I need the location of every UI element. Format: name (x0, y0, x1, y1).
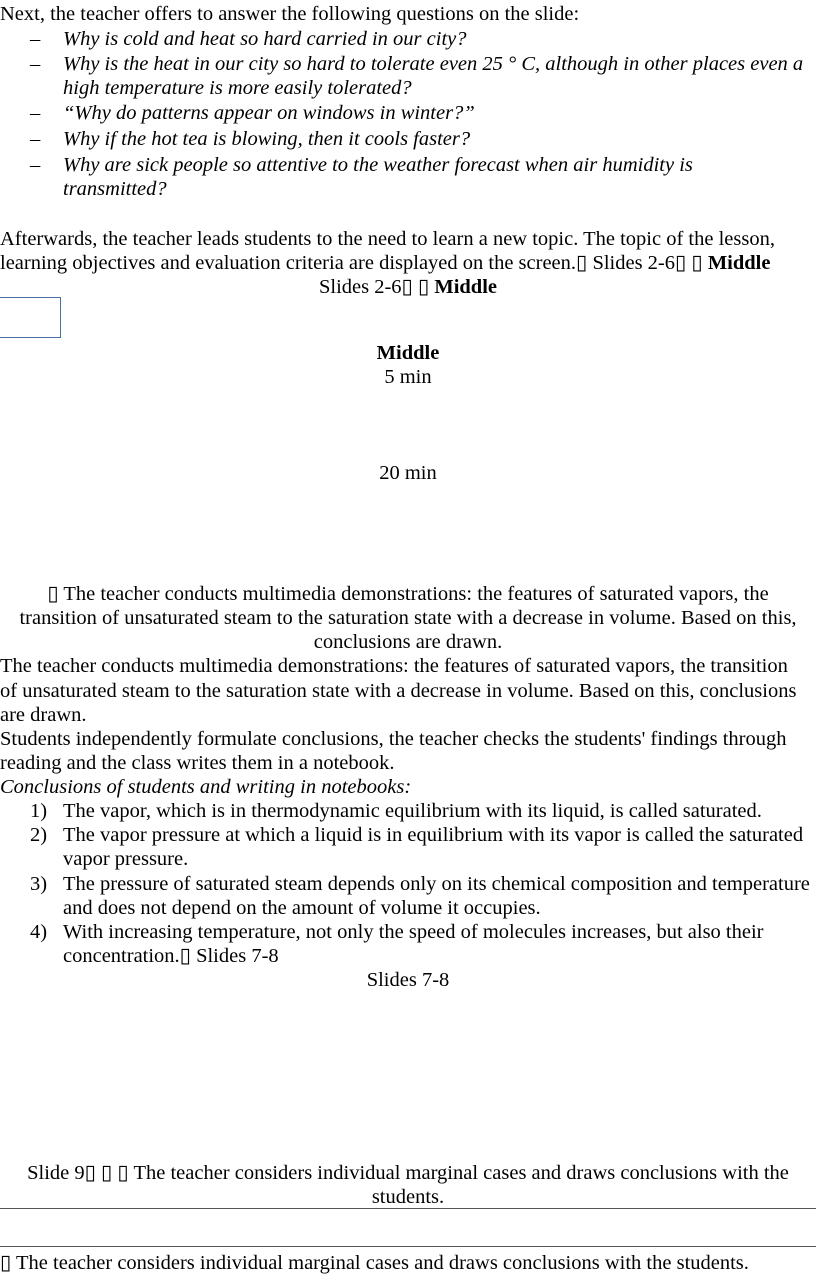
conclusion-4-line-2: concentration.▯ Slides 7-8 (63, 945, 279, 967)
conclusion-4-line-1: With increasing temperature, not only the speed of molecules increases, but also their (63, 921, 764, 943)
conclusion-number: 2) (30, 824, 48, 846)
slides-7-8-label: Slides 7-8 (366, 969, 450, 991)
students-line-1: Students independently formulate conclusions, the teacher checks the students' findings through (0, 728, 787, 750)
question-2-line-1: Why is the heat in our city so hard to tolerate even 25 ° C, although in other places even a (63, 53, 804, 75)
question-5-line-2: transmitted? (63, 178, 167, 200)
stage-time-5-min: 5 min (384, 366, 432, 388)
table-rule (0, 1208, 816, 1209)
question-dash: – (30, 102, 41, 124)
demo-centered-line-3: conclusions are drawn. (313, 631, 503, 653)
final-line: ▯ The teacher considers individual marginal cases and draws conclusions with the students. (0, 1252, 749, 1274)
afterwards-line-2-text: learning objectives and evaluation criteria are displayed on the screen.▯ Slides 2-6▯ ▯ (0, 252, 708, 274)
conclusion-1: The vapor, which is in thermodynamic equilibrium with its liquid, is called saturated. (63, 800, 762, 822)
slides-2-6-text: Slides 2-6▯ ▯ (318, 276, 435, 298)
question-5-line-1: Why are sick people so attentive to the weather forecast when air humidity is (63, 154, 693, 176)
question-dash: – (30, 154, 41, 176)
question-1: Why is cold and heat so hard carried in our city? (63, 28, 467, 50)
afterwards-line-1: Afterwards, the teacher leads students to the need to learn a new topic. The topic of the lesson, (0, 228, 775, 250)
conclusion-number: 4) (30, 921, 48, 943)
intro-text: Next, the teacher offers to answer the following questions on the slide: (0, 3, 580, 25)
conclusions-heading: Conclusions of students and writing in notebooks: (0, 776, 412, 798)
students-line-2: reading and the class writes them in a notebook. (0, 752, 395, 774)
empty-table-cell (0, 297, 61, 338)
question-dash: – (30, 53, 41, 75)
afterwards-middle-label: Middle (707, 252, 771, 274)
question-4: Why if the hot tea is blowing, then it cools faster? (63, 128, 471, 150)
conclusion-number: 3) (30, 873, 48, 895)
question-3: “Why do patterns appear on windows in winter?” (63, 102, 475, 124)
demo-left-line-1: The teacher conducts multimedia demonstrations: the features of saturated vapors, the transition (0, 655, 788, 677)
question-2-line-2: high temperature is more easily tolerated? (63, 77, 412, 99)
slides-2-6-middle: Middle (434, 276, 498, 298)
demo-left-line-3: are drawn. (0, 704, 87, 726)
table-rule (0, 1246, 816, 1247)
conclusion-2-line-1: The vapor pressure at which a liquid is in equilibrium with its vapor is called the saturated (63, 824, 804, 846)
demo-left-line-2: of unsaturated steam to the saturation state with a decrease in volume. Based on this, conclusions (0, 680, 797, 702)
conclusion-3-line-1: The pressure of saturated steam depends only on its chemical composition and temperature (63, 873, 810, 895)
slide-9-line-1: Slide 9▯ ▯ ▯ The teacher considers individual marginal cases and draws conclusions with the (27, 1162, 789, 1184)
afterwards-line-2 (0, 251, 770, 276)
question-dash: – (30, 128, 41, 150)
demo-centered-line-2: transition of unsaturated steam to the saturation state with a decrease in volume. Based on this, (19, 607, 797, 629)
slide-9-line-2: students. (371, 1186, 445, 1208)
stage-time-20-min: 20 min (379, 462, 437, 484)
conclusion-3-line-2: and does not depend on the amount of volume it occupies. (63, 897, 541, 919)
conclusion-number: 1) (30, 800, 48, 822)
stage-label: Middle (376, 342, 440, 364)
conclusion-2-line-2: vapor pressure. (63, 848, 189, 870)
question-dash: – (30, 28, 41, 50)
slides-2-6-label (0, 275, 816, 300)
demo-centered-line-1: ▯ The teacher conducts multimedia demonstrations: the features of saturated vapors, the (47, 583, 769, 605)
